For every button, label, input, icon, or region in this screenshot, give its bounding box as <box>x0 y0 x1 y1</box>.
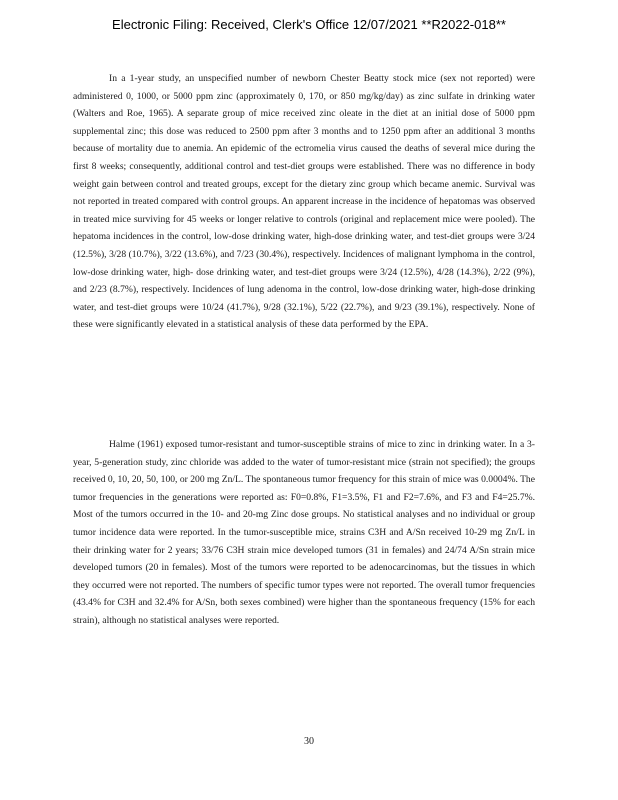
paragraph-text: In a 1-year study, an unspecified number of newborn Chester Beatty stock mice (sex not reported) were administered 0, 1000, or 5000 ppm zinc (approximately 0, 170, or 850 mg/kg/day) as zinc sulfate in drinking water (Walters and Roe, 1965). A separate group of mice received zinc oleate in the diet at an initial dose of 5000 ppm supplemental zinc; this dose was reduced to 2500 ppm after 3 months and to 1250 ppm after an additional 3 months because of mortality due to anemia. An epidemic of the ectromelia virus caused the deaths of several mice during the first 8 weeks; consequently, additional control and test-diet groups were established. There was no difference in body weight gain between control and treated groups, except for the dietary zinc group which became anemic. Survival was not reported in treated compared with control groups. An apparent increase in the incidence of hepatomas was observed in treated mice surviving for 45 weeks or longer relative to controls (original and replacement mice were pooled). The hepatoma incidences in the control, low-dose drinking water, high-dose drinking water, and test-diet groups were 3/24 (12.5%), 3/28 (10.7%), 3/22 (13.6%), and 7/23 (30.4%), respectively. Incidences of malignant lymphoma in the control, low-dose drinking water, high- dose drinking water, and test-diet groups were 3/24 (12.5%), 4/28 (14.3%), 2/22 (9%), and 2/23 (8.7%), respectively. Incidences of lung adenoma in the control, low-dose drinking water, high-dose drinking water, and test-diet groups were 10/24 (41.7%), 9/28 (32.1%), 5/22 (22.7%), and 9/23 (39.1%), respectively. None of these were significantly elevated in a statistical analysis of these data performed by the EPA. <box>73 73 535 331</box>
paragraph-zinc-sulfate-study <box>73 70 535 334</box>
page-number: 30 <box>304 736 314 747</box>
paragraph-halme-study <box>73 436 535 630</box>
filing-stamp-header: Electronic Filing: Received, Clerk's Office 12/07/2021 **R2022-018** <box>112 17 506 32</box>
paragraph-text: Halme (1961) exposed tumor-resistant and tumor-susceptible strains of mice to zinc in drinking water. In a 3-year, 5-generation study, zinc chloride was added to the water of tumor-resistant mice (strain not specified); the groups received 0, 10, 20, 50, 100, or 200 mg Zn/L. The spontaneous tumor frequency for this strain of mice was 0.0004%. The tumor frequencies in the generations were reported as: F0=0.8%, F1=3.5%, F1 and F2=7.6%, and F3 and F4=25.7%. Most of the tumors occurred in the 10- and 20-mg Zinc dose groups. No statistical analyses and no individual or group tumor incidence data were reported. In the tumor-susceptible mice, strains C3H and A/Sn received 10-29 mg Zn/L in their drinking water for 2 years; 33/76 C3H strain mice developed tumors (31 in females) and 24/74 A/Sn strain mice developed tumors (20 in females). Most of the tumors were reported to be adenocarcinomas, but the tissues in which they occurred were not reported. The numbers of specific tumor types were not reported. The overall tumor frequencies (43.4% for C3H and 32.4% for A/Sn, both sexes combined) were higher than the spontaneous frequency (15% for each strain), although no statistical analyses were reported. <box>73 439 535 626</box>
